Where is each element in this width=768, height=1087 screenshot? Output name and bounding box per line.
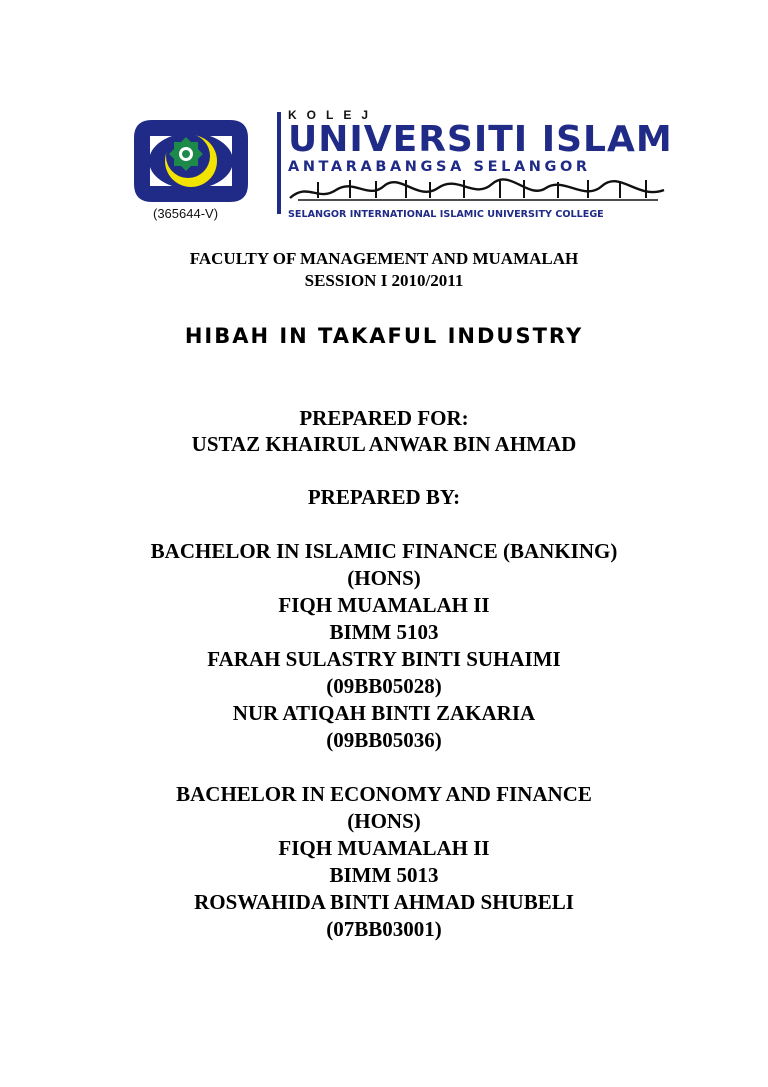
- program-2-code: BIMM 5013: [329, 863, 439, 887]
- student-name: FARAH SULASTRY BINTI SUHAIMI: [207, 647, 561, 671]
- faculty-line: FACULTY OF MANAGEMENT AND MUAMALAH: [189, 249, 579, 268]
- logo-kolej: KOLEJ: [288, 108, 379, 122]
- student-id: (07BB03001): [326, 917, 442, 941]
- session-line: SESSION I 2010/2011: [304, 271, 464, 290]
- arabic-calligraphy-icon: [288, 178, 666, 204]
- university-logo: [126, 108, 673, 221]
- prepared-for-label: PREPARED FOR:: [299, 406, 469, 430]
- student-id: (09BB05036): [326, 728, 442, 752]
- program-1-code: BIMM 5103: [329, 620, 439, 644]
- crescent-emblem-icon: [126, 118, 256, 220]
- logo-university-name: UNIVERSITI ISLAM: [288, 119, 673, 160]
- registration-number: (365644-V): [153, 206, 219, 221]
- logo-english-name: SELANGOR INTERNATIONAL ISLAMIC UNIVERSITY COLLEGE: [288, 209, 604, 220]
- logo-subtitle: ANTARABANGSA SELANGOR: [288, 159, 591, 175]
- student-name: NUR ATIQAH BINTI ZAKARIA: [232, 701, 536, 725]
- prepared-by-label: PREPARED BY:: [307, 485, 461, 509]
- student-id: (09BB05028): [326, 674, 442, 698]
- student-name: ROSWAHIDA BINTI AHMAD SHUBELI: [194, 890, 574, 914]
- program-2-course: FIQH MUAMALAH II: [278, 836, 490, 860]
- prepared-for-name: USTAZ KHAIRUL ANWAR BIN AHMAD: [191, 432, 577, 456]
- logo-wordmark: [288, 108, 673, 221]
- program-2: BACHELOR IN ECONOMY AND FINANCE: [176, 782, 592, 806]
- program-1-course: FIQH MUAMALAH II: [278, 593, 490, 617]
- program-1: BACHELOR IN ISLAMIC FINANCE (BANKING): [150, 539, 618, 563]
- logo-divider: [277, 112, 281, 214]
- program-2-hons: (HONS): [347, 809, 421, 833]
- program-1-hons: (HONS): [347, 566, 421, 590]
- document-title: HIBAH IN TAKAFUL INDUSTRY: [184, 324, 584, 348]
